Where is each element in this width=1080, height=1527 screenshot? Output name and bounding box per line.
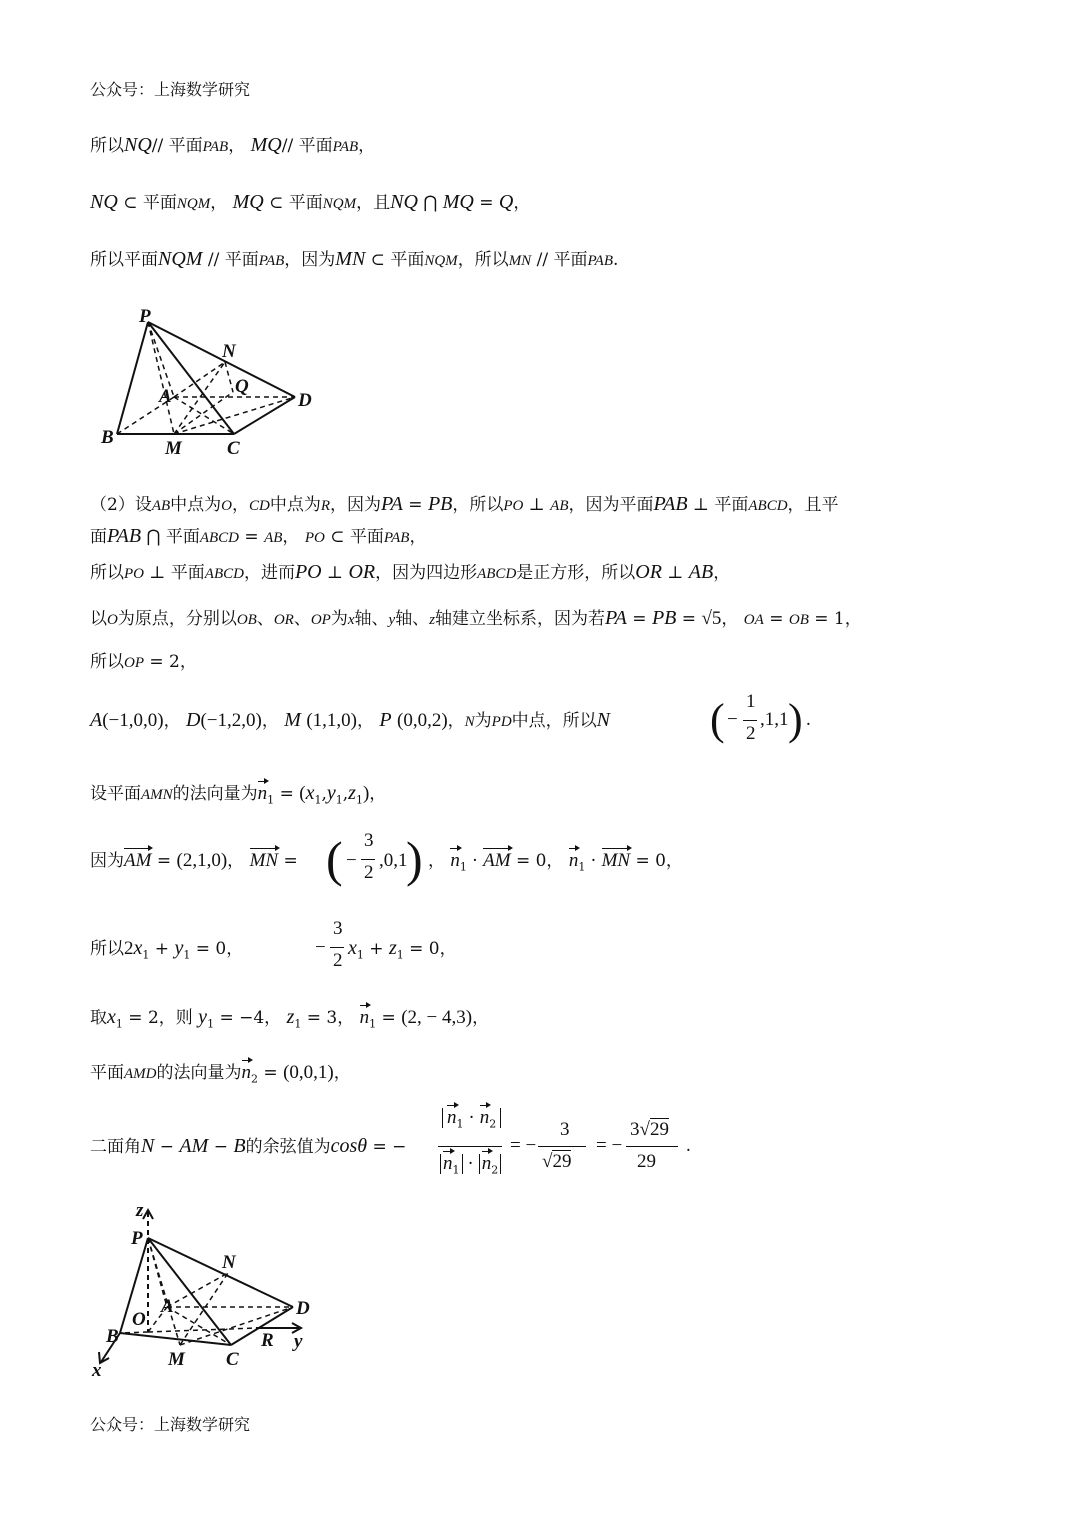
- label-y: y: [294, 1331, 303, 1352]
- proof-line-3: 所以平面NQM // 平面PAB，因为MN ⊂ 平面NQM，所以MN // 平面PAB.: [90, 248, 619, 270]
- label-D: D: [296, 1298, 310, 1319]
- proof-line-4: （2）设AB中点为O，CD中点为R，因为PA = PB，所以PO ⊥ AB，因为平面PAB ⊥ 平面ABCD，且平: [90, 493, 839, 515]
- label-B: B: [101, 427, 114, 448]
- label-C: C: [226, 1349, 239, 1370]
- label-P: P: [131, 1228, 143, 1249]
- proof-line-5: 面PAB ⋂ 平面ABCD = AB， PO ⊂ 平面PAB，: [90, 525, 427, 547]
- label-N: N: [222, 341, 236, 362]
- proof-line-10: 设平面AMN的法向量为$n_1 = (x_1,y_1,z_1)$，: [90, 782, 387, 807]
- proof-line-7: 以O为原点，分别以OB、OR、OP为x轴、y轴、z轴建立坐标系，因为若PA = PB = √5， OA = OB = 1，: [90, 607, 862, 629]
- proof-line-2: NQ ⊂ 平面NQM， MQ ⊂ 平面NQM，且NQ ⋂ MQ = Q，: [90, 191, 531, 213]
- proof-line-14: 平面AMD的法向量为$n_2 = (0,0,1)$，: [90, 1062, 351, 1086]
- label-D: D: [298, 390, 312, 411]
- proof-line-8: 所以OP = 2，: [90, 652, 197, 672]
- label-B: B: [106, 1326, 119, 1347]
- label-O: O: [132, 1309, 146, 1330]
- label-R: R: [261, 1330, 274, 1351]
- label-Q: Q: [235, 376, 249, 397]
- proof-line-1: 所以NQ// 平面PAB， MQ// 平面PAB，: [90, 134, 376, 156]
- proof-line-13: 取$x_1 = 2$，则 $y_1 = -4$， $z_1 = 3$， $n_1 = (2$, − 4,3)，: [90, 1006, 490, 1031]
- label-M: M: [168, 1349, 185, 1370]
- label-x: x: [92, 1360, 102, 1380]
- pyramid-figure-1: [95, 300, 335, 465]
- label-P: P: [139, 306, 151, 327]
- label-N: N: [222, 1252, 236, 1273]
- label-A: A: [159, 386, 172, 407]
- page-header: 公众号：上海数学研究: [90, 80, 251, 99]
- pyramid-figure-2: [88, 1200, 328, 1380]
- label-z: z: [136, 1200, 144, 1221]
- label-A: A: [161, 1296, 174, 1317]
- proof-line-6: 所以PO ⊥ 平面ABCD，进而PO ⊥ OR，因为四边形ABCD是正方形，所以OR ⊥ AB，: [90, 561, 731, 583]
- label-C: C: [227, 438, 240, 459]
- page-footer: 公众号：上海数学研究: [90, 1415, 251, 1434]
- label-M: M: [165, 438, 182, 459]
